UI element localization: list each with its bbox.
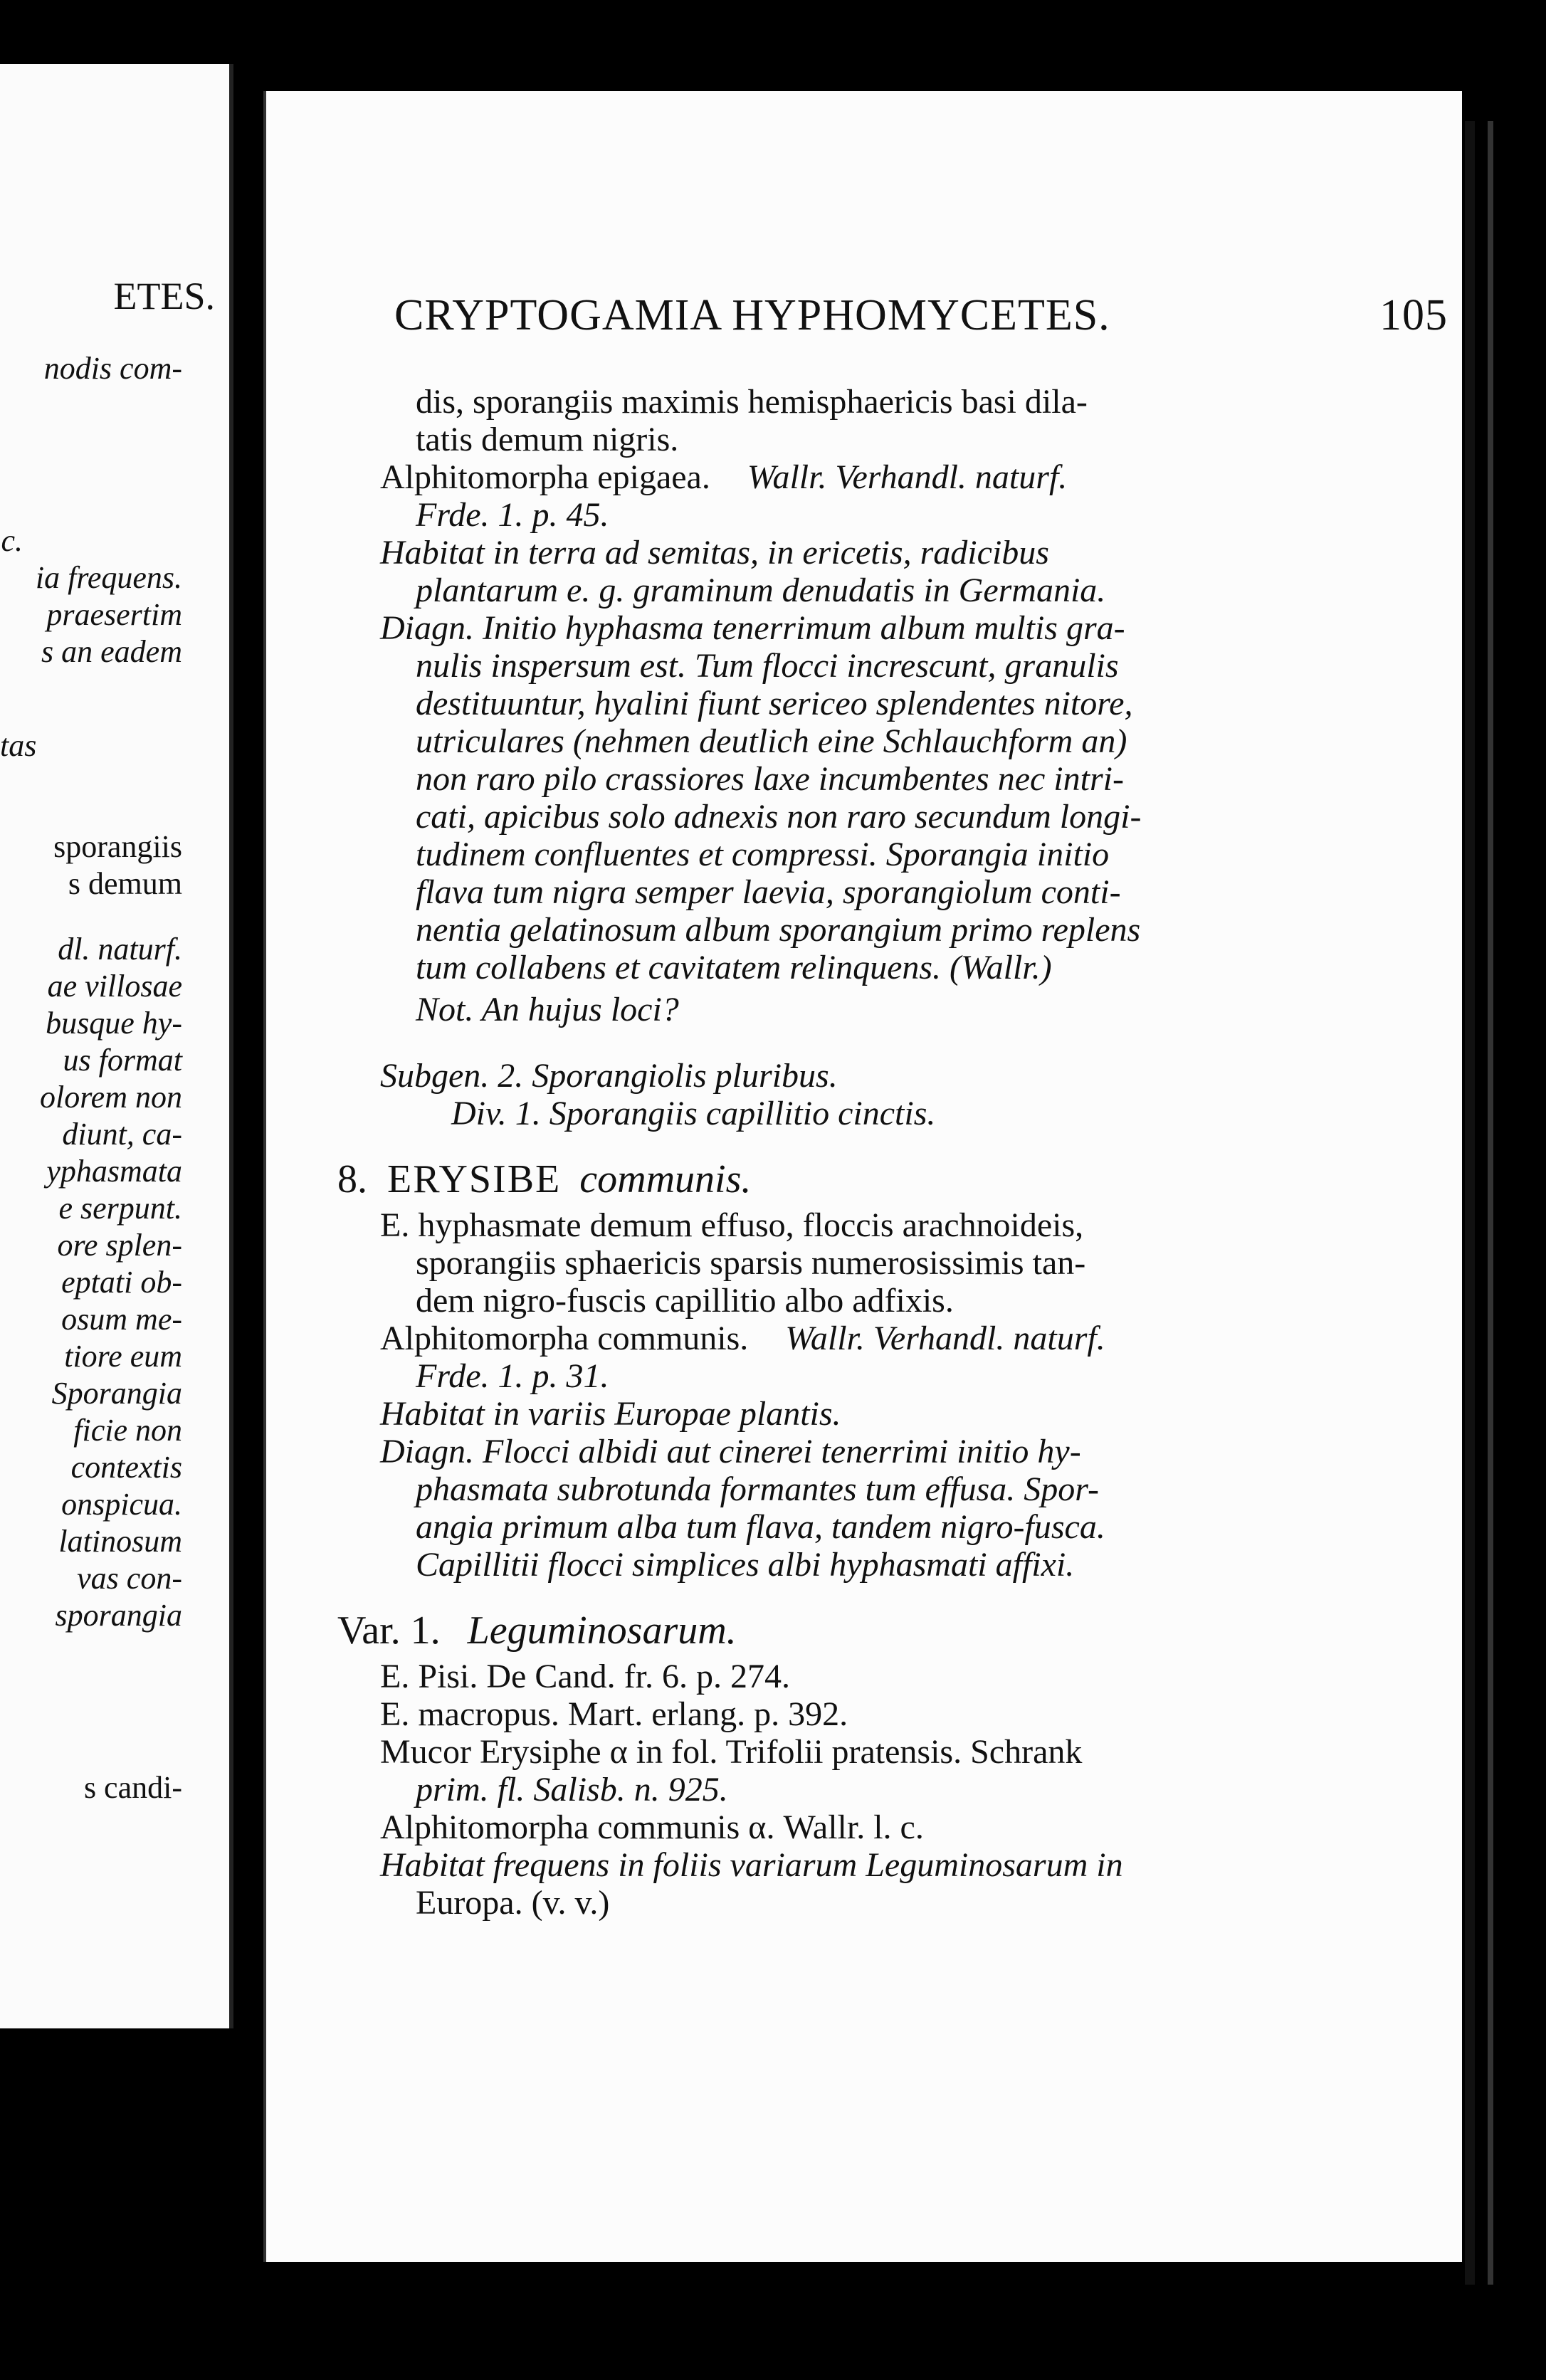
species-epithet: communis. — [579, 1157, 752, 1201]
diagnosis-line: phasmata subrotunda formantes tum effusa. Spor- — [416, 1470, 1099, 1508]
variety-reference: E. macropus. Mart. erlang. p. 392. — [380, 1695, 848, 1733]
left-line: nodis com- — [43, 351, 182, 386]
left-line: osum me- — [61, 1302, 182, 1337]
left-line: onspicua. — [61, 1487, 182, 1522]
text-line: tatis demum nigris. — [416, 421, 679, 458]
left-line: diunt, ca- — [62, 1117, 182, 1152]
page-body — [337, 383, 1405, 1922]
note-line: Not. An hujus loci? — [416, 991, 679, 1028]
habitat-line: Habitat frequens in foliis variarum Leguminosarum in — [380, 1846, 1123, 1884]
diagnosis-line: utriculares (nehmen deutlich eine Schlauchform an) — [416, 722, 1127, 760]
synonym-name: Alphitomorpha epigaea. — [380, 458, 710, 496]
left-line: ia frequens. — [35, 560, 182, 595]
left-page-fragment — [0, 64, 233, 2028]
left-line: s demum — [68, 866, 182, 901]
left-line: Sporangia — [51, 1376, 182, 1411]
diagnosis-line: flava tum nigra semper laevia, sporangiolum conti- — [416, 873, 1121, 911]
diagnosis-line: nentia gelatinosum album sporangium primo replens — [416, 911, 1141, 949]
description-line: dem nigro-fuscis capillitio albo adfixis. — [416, 1282, 954, 1320]
text-line: Frde. 1. p. 31. — [416, 1357, 609, 1395]
text-line: dis, sporangiis maximis hemisphaericis basi dila- — [416, 383, 1088, 421]
diagnosis-line: Capillitii flocci simplices albi hyphasmati affixi. — [416, 1546, 1075, 1584]
diagnosis-line: tum collabens et cavitatem relinquens. (Wallr.) — [416, 949, 1052, 986]
left-line: ore splen- — [57, 1228, 182, 1263]
left-line: s candi- — [83, 1770, 182, 1805]
variety-name: Leguminosarum. — [467, 1608, 737, 1653]
left-line: c. — [1, 523, 23, 558]
left-line: sporangiis — [53, 829, 182, 864]
variety-reference: Alphitomorpha communis α. Wallr. l. c. — [380, 1808, 924, 1846]
left-line: olorem non — [39, 1080, 182, 1115]
left-line: s an eadem — [41, 634, 182, 669]
variety-reference: Mucor Erysiphe α in fol. Trifolii pratensis. Schrank — [380, 1733, 1083, 1771]
description-line: sporangiis sphaericis sparsis numerosissimis tan- — [416, 1244, 1086, 1282]
diagnosis-line: Diagn. Initio hyphasma tenerrimum album multis gra- — [380, 609, 1125, 647]
habitat-line: Habitat in terra ad semitas, in ericetis, radicibus — [380, 534, 1049, 572]
page-number: 105 — [1379, 291, 1448, 339]
synonym-reference — [337, 1320, 1405, 1357]
left-line: vas con- — [77, 1561, 182, 1596]
diagnosis-line: tudinem confluentes et compressi. Sporangia initio — [416, 836, 1110, 873]
left-line: ae villosae — [47, 969, 182, 1004]
diagnosis-line: nulis inspersum est. Tum flocci increscunt, granulis — [416, 647, 1119, 685]
text-line: Frde. 1. p. 45. — [416, 496, 609, 534]
species-heading — [337, 1157, 1405, 1206]
variety-heading — [337, 1608, 1405, 1658]
diagnosis-line: angia primum alba tum flava, tandem nigro-fusca. — [416, 1508, 1105, 1546]
diagnosis-line: cati, apicibus solo adnexis non raro secundum longi- — [416, 798, 1142, 836]
subgenus-heading: Subgen. 2. Sporangiolis pluribus. — [380, 1057, 838, 1095]
left-line: us format — [63, 1043, 182, 1078]
synonym-name: Alphitomorpha communis. — [380, 1320, 749, 1357]
right-page — [263, 91, 1462, 2262]
left-line: e serpunt. — [58, 1191, 182, 1226]
left-line: contextis — [70, 1450, 182, 1485]
variety-reference: prim. fl. Salisb. n. 925. — [416, 1771, 728, 1808]
running-header — [394, 290, 1448, 341]
left-line: dl. naturf. — [58, 932, 182, 967]
left-page-lines — [0, 275, 229, 1806]
left-line: ETES. — [113, 275, 215, 317]
habitat-line: Habitat in variis Europae plantis. — [380, 1395, 841, 1433]
variety-reference: E. Pisi. De Cand. fr. 6. p. 274. — [380, 1658, 790, 1695]
genus-name: ERYSIBE — [387, 1157, 562, 1201]
division-heading: Div. 1. Sporangiis capillitio cinctis. — [451, 1095, 936, 1132]
left-line: praesertim — [46, 597, 182, 632]
diagnosis-line: non raro pilo crassiores laxe incumbentes nec intri- — [416, 760, 1124, 798]
left-line: tiore eum — [64, 1339, 182, 1374]
left-line: eptati ob- — [61, 1265, 182, 1300]
left-line: tas — [0, 728, 37, 763]
page-edge — [1488, 121, 1493, 2285]
synonym-reference — [337, 458, 1405, 496]
habitat-line: plantarum e. g. graminum denudatis in Germania. — [416, 572, 1106, 609]
reference-author: Wallr. Verhandl. naturf. — [747, 458, 1068, 496]
left-line: ficie non — [73, 1413, 182, 1448]
habitat-line: Europa. (v. v.) — [416, 1884, 610, 1922]
left-line: sporangia — [55, 1598, 182, 1633]
left-line: yphasmata — [46, 1154, 182, 1189]
left-line: busque hy- — [46, 1006, 182, 1041]
diagnosis-line: Diagn. Flocci albidi aut cinerei tenerrimi initio hy- — [380, 1433, 1081, 1470]
description-line: E. hyphasmate demum effuso, floccis arachnoideis, — [380, 1206, 1084, 1244]
left-line: latinosum — [58, 1524, 182, 1559]
diagnosis-line: destituuntur, hyalini fiunt sericeo splendentes nitore, — [416, 685, 1133, 722]
reference-author: Wallr. Verhandl. naturf. — [785, 1320, 1105, 1357]
species-number: 8. — [337, 1157, 367, 1201]
page-edge — [1465, 121, 1475, 2285]
page-header-title: CRYPTOGAMIA HYPHOMYCETES. — [394, 291, 1110, 339]
variety-label: Var. 1. — [337, 1608, 441, 1653]
